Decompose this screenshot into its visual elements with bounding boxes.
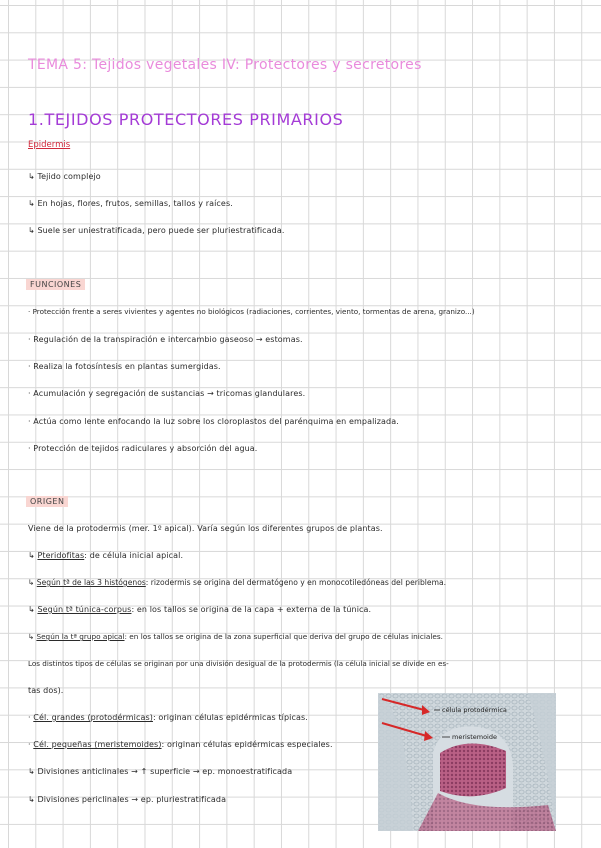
origen-item-histogenos <box>28 578 446 587</box>
origen-underlined: Según tª de las 3 histógenos <box>36 578 146 587</box>
origen-underlined: Según tª túnica-corpus <box>37 605 132 614</box>
epidermis-item: ↳ En hojas, flores, frutos, semillas, tallos y raíces. <box>28 199 233 208</box>
epidermis-item: ↳ Suele ser uniestratificada, pero puede ser pluriestratificada. <box>28 226 285 235</box>
cel-rest: : originan células epidérmicas típicas. <box>152 713 308 722</box>
cel-prefix: · <box>28 740 34 749</box>
micrograph-figure <box>378 693 556 831</box>
origen-prefix: ↳ <box>28 578 37 587</box>
divisiones-periclinales: ↳ Divisiones periclinales → ep. pluriestratificada <box>28 795 227 804</box>
epidermis-label: Epidermis <box>28 140 71 150</box>
origen-underlined: Según la tª grupo apical <box>36 632 125 641</box>
origen-rest: : en los tallos se origina de la capa + externa de la túnica. <box>131 605 372 614</box>
origen-rest: : de célula inicial apical. <box>84 551 184 560</box>
section-heading: 1.TEJIDOS PROTECTORES PRIMARIOS <box>28 110 344 129</box>
divisiones-anticlinales: ↳ Divisiones anticlinales → ↑ superficie → ep. monoestratificada <box>28 767 293 776</box>
cel-prefix: · <box>28 713 34 722</box>
division-line: tas dos). <box>28 686 64 695</box>
origen-prefix: ↳ <box>28 632 37 641</box>
origen-item-tunica <box>28 605 371 614</box>
funciones-label: FUNCIONES <box>26 279 85 290</box>
cel-rest: : originan células epidérmicas especiales. <box>161 740 333 749</box>
origen-underlined: Pteridofitas <box>37 551 85 560</box>
page-title: TEMA 5: Tejidos vegetales IV: Protectores y secretores <box>28 57 422 73</box>
origen-prefix: ↳ <box>28 551 38 560</box>
origen-prefix: ↳ <box>28 605 38 614</box>
origen-rest: : rizodermis se origina del dermatógeno y en monocotiledóneas del periblema. <box>145 578 447 587</box>
cel-pequenas <box>28 740 333 749</box>
funciones-item: · Protección de tejidos radiculares y absorción del agua. <box>28 444 258 453</box>
origen-intro: Viene de la protodermis (mer. 1º apical). Varía según los diferentes grupos de plantas. <box>28 524 383 533</box>
funciones-item: · Protección frente a seres vivientes y agentes no biológicos (radiaciones, corrientes, viento, tormentas de arena, granizo...) <box>28 307 475 316</box>
origen-item-pteridofitas <box>28 551 183 560</box>
cel-underlined: Cél. pequeñas (meristemoides) <box>33 740 162 749</box>
origen-item-grupo-apical <box>28 632 443 641</box>
funciones-item: · Acumulación y segregación de sustancias → tricomas glandulares. <box>28 389 306 398</box>
funciones-item: · Actúa como lente enfocando la luz sobre los cloroplastos del parénquima en empalizada. <box>28 417 399 426</box>
meristem-tissue <box>440 743 506 796</box>
division-line: Los distintos tipos de células se originan por una división desigual de la protodermis (la célula inicial se divide en es- <box>28 659 449 668</box>
funciones-item: · Realiza la fotosíntesis en plantas sumergidas. <box>28 362 221 371</box>
origen-label: ORIGEN <box>26 496 68 507</box>
epidermis-item: ↳ Tejido complejo <box>28 172 101 181</box>
label-celula-protodermica: célula protodérmica <box>442 706 507 714</box>
funciones-item: · Regulación de la transpiración e intercambio gaseoso → estomas. <box>28 335 303 344</box>
origen-rest: : en los tallos se origina de la zona superficial que deriva del grupo de células iniciales. <box>124 632 443 641</box>
cel-underlined: Cél. grandes (protodérmicas) <box>33 713 153 722</box>
cel-grandes <box>28 713 308 722</box>
label-meristemoide: meristemoide <box>452 733 497 741</box>
